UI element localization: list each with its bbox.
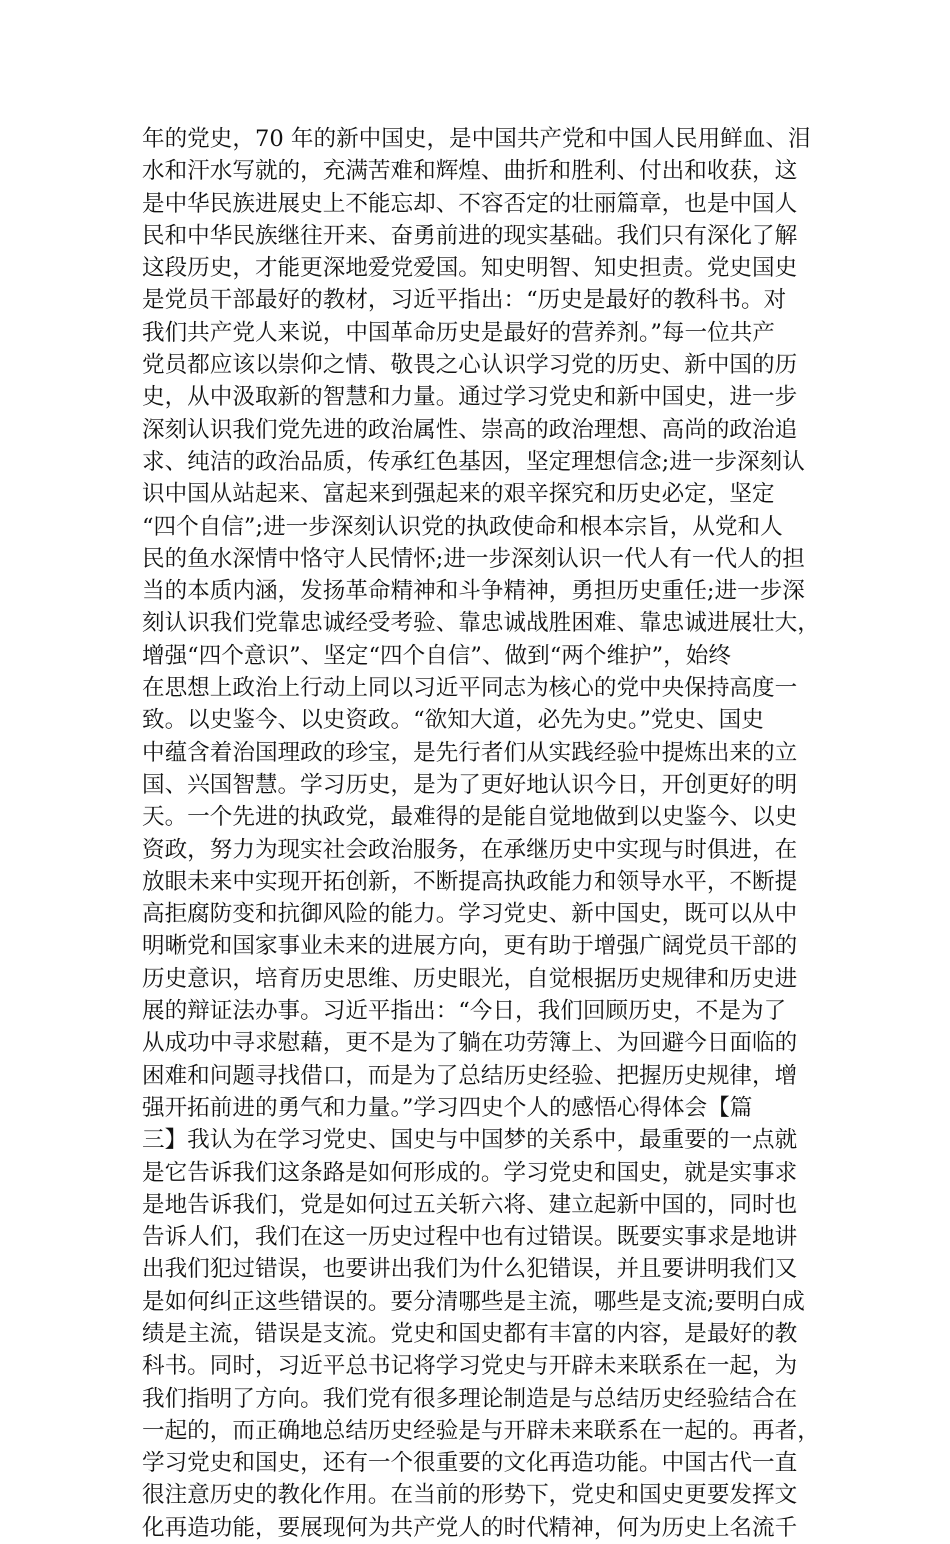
text-line: 我们指明了方向。我们党有很多理论制造是与总结历史经验结合在 [142, 1385, 798, 1412]
text-line: 史，从中汲取新的智慧和力量。通过学习党史和新中国史，进一步 [142, 384, 798, 411]
text-line: 是中华民族进展史上不能忘却、不容否定的壮丽篇章，也是中国人 [142, 190, 798, 217]
text-line: 科书。同时，习近平总书记将学习党史与开辟未来联系在一起，为 [142, 1353, 798, 1380]
text-line: 中蕴含着治国理政的珍宝，是先行者们从实践经验中提炼出来的立 [142, 739, 798, 766]
text-line: 一起的，而正确地总结历史经验是与开辟未来联系在一起的。再者， [142, 1417, 820, 1444]
text-line: 民和中华民族继往开来、奋勇前进的现实基础。我们只有深化了解 [142, 222, 798, 249]
text-line: 水和汗水写就的，充满苦难和辉煌、曲折和胜利、付出和收获，这 [142, 158, 798, 185]
text-line: 当的本质内涵，发扬革命精神和斗争精神，勇担历史重任;进一步深 [142, 578, 805, 605]
text-line: 求、纯洁的政治品质，传承红色基因，坚定理想信念;进一步深刻认 [142, 448, 805, 475]
text-line: 是地告诉我们，党是如何过五关斩六将、建立起新中国的，同时也 [142, 1191, 798, 1218]
text-line: 这段历史，才能更深地爱党爱国。知史明智、知史担责。党史国史 [142, 255, 798, 282]
text-line: 资政，努力为现实社会政治服务，在承继历史中实现与时俱进，在 [142, 836, 798, 863]
text-line: 是如何纠正这些错误的。要分清哪些是主流，哪些是支流;要明白成 [142, 1288, 805, 1315]
body-text [142, 123, 832, 1544]
text-line: 民的鱼水深情中恪守人民情怀;进一步深刻认识一代人有一代人的担 [142, 545, 805, 572]
text-line: 放眼未来中实现开拓创新，不断提高执政能力和领导水平，不断提 [142, 868, 798, 895]
text-line: 化再造功能，要展现何为共产党人的时代精神，何为历史上名流千 [142, 1514, 798, 1541]
text-line: 绩是主流，错误是支流。党史和国史都有丰富的内容，是最好的教 [142, 1320, 798, 1347]
text-line: 党员都应该以崇仰之情、敬畏之心认识学习党的历史、新中国的历 [142, 352, 798, 379]
text-line: 在思想上政治上行动上同以习近平同志为核心的党中央保持高度一 [142, 675, 798, 702]
text-line: 是党员干部最好的教材，习近平指出：“历史是最好的教科书。对 [142, 287, 787, 314]
text-line: 年的党史，70 年的新中国史，是中国共产党和中国人民用鲜血、泪 [142, 126, 811, 152]
text-line: 历史意识，培育历史思维、历史眼光，自觉根据历史规律和历史进 [142, 965, 798, 992]
text-line: 致。以史鉴今、以史资政。“欲知大道，必先为史。”党史、国史 [142, 707, 764, 734]
text-line: 高拒腐防变和抗御风险的能力。学习党史、新中国史，既可以从中 [142, 901, 798, 928]
text-line: 困难和问题寻找借口，而是为了总结历史经验、把握历史规律，增 [142, 1062, 798, 1089]
text-line: 从成功中寻求慰藉，更不是为了躺在功劳簿上、为回避今日面临的 [142, 1030, 798, 1057]
text-line: 深刻认识我们党先进的政治属性、崇高的政治理想、高尚的政治追 [142, 416, 798, 443]
text-line: 出我们犯过错误，也要讲出我们为什么犯错误，并且要讲明我们又 [142, 1256, 798, 1283]
text-line: 告诉人们，我们在这一历史过程中也有过错误。既要实事求是地讲 [142, 1224, 798, 1251]
text-line: 天。一个先进的执政党，最难得的是能自觉地做到以史鉴今、以史 [142, 804, 798, 831]
text-line: 学习党史和国史，还有一个很重要的文化再造功能。中国古代一直 [142, 1450, 798, 1477]
text-line: 强开拓前进的勇气和力量。”学习四史个人的感悟心得体会【篇 [142, 1094, 753, 1121]
text-line: 是它告诉我们这条路是如何形成的。学习党史和国史，就是实事求 [142, 1159, 798, 1186]
text-line: 三】我认为在学习党史、国史与中国梦的关系中，最重要的一点就 [142, 1127, 798, 1154]
text-line: 展的辩证法办事。习近平指出：“今日，我们回顾历史，不是为了 [142, 998, 787, 1025]
text-line: 国、兴国智慧。学习历史，是为了更好地认识今日，开创更好的明 [142, 771, 798, 798]
text-line: 我们共产党人来说，中国革命历史是最好的营养剂。”每一位共产 [142, 319, 775, 346]
text-line: “四个自信”;进一步深刻认识党的执政使命和根本宗旨，从党和人 [142, 513, 783, 540]
text-line: 很注意历史的教化作用。在当前的形势下，党史和国史更要发挥文 [142, 1482, 798, 1509]
text-line: 识中国从站起来、富起来到强起来的艰辛探究和历史必定，坚定 [142, 481, 775, 508]
text-line: 刻认识我们党靠忠诚经受考验、靠忠诚战胜困难、靠忠诚进展壮大， [142, 610, 820, 637]
text-line: 增强“四个意识”、坚定“四个自信”、做到“两个维护”，始终 [142, 642, 731, 669]
text-line: 明晰党和国家事业未来的进展方向，更有助于增强广阔党员干部的 [142, 933, 798, 960]
